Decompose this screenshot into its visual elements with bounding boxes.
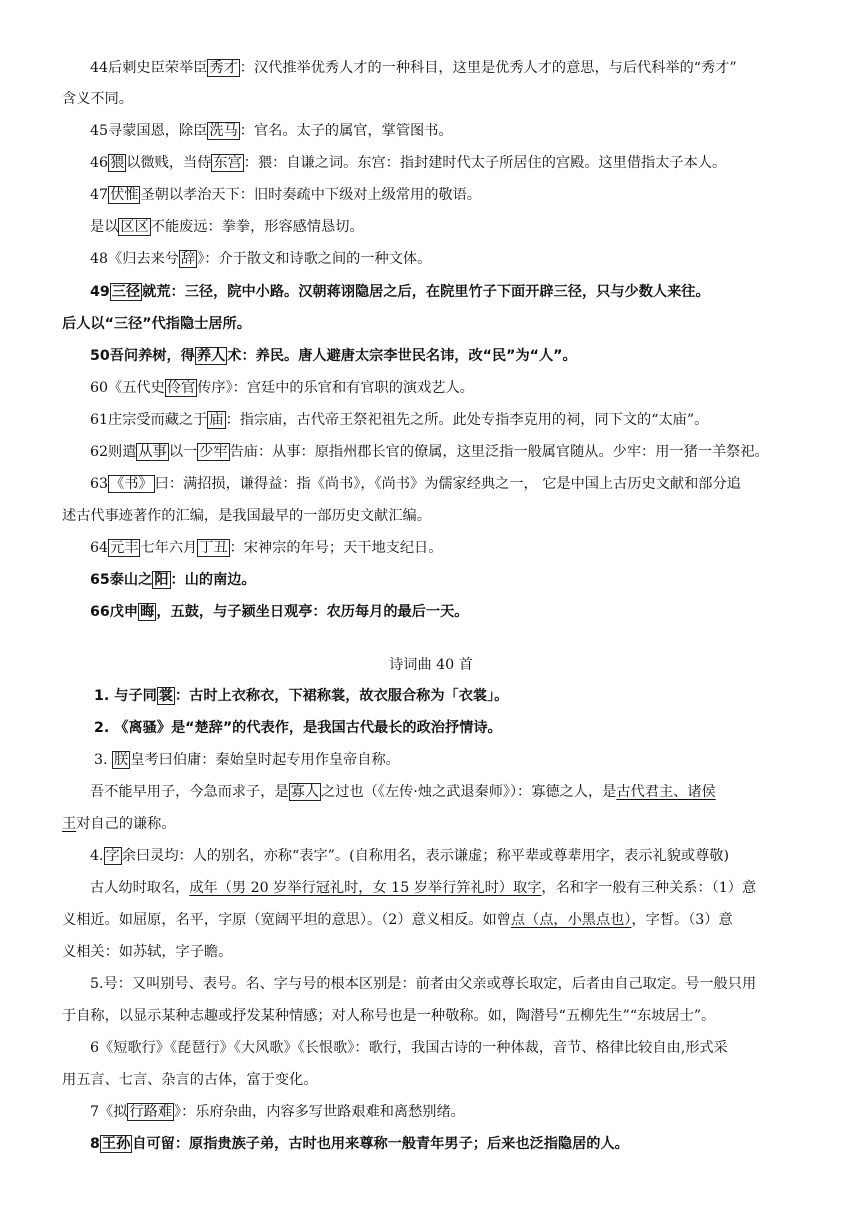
poem-note-6 <box>90 1038 728 1058</box>
note-49-cont <box>62 314 251 334</box>
text: ：猥：自谦之词。东宫：指封建时代太子所居住的宫殿。这里借指太子本人。 <box>243 155 727 171</box>
text: 64 <box>90 540 109 556</box>
underlined-text: 王 <box>62 816 77 832</box>
boxed-term: 庙 <box>209 412 224 428</box>
text: 62则遣 <box>90 444 137 460</box>
text: 50吾问养树，得 <box>90 348 195 364</box>
text: ，字皙。（3）意 <box>631 912 733 928</box>
text: 就荒：三径，院中小路。汉朝蒋诩隐居之后，在院里竹子下面开辟三径，只与少数人来往。 <box>142 284 710 300</box>
text: 》：介于散文和诗歌之间的一种文体。 <box>197 251 432 267</box>
note-66 <box>90 602 468 622</box>
poem-note-6-cont <box>62 1070 317 1090</box>
text: 以微贱，当侍 <box>126 155 212 171</box>
text: 1. 与子同 <box>94 688 157 704</box>
poem-note-7 <box>90 1102 465 1122</box>
text: 是以 <box>90 219 119 235</box>
note-63-cont <box>62 506 431 526</box>
text: 47 <box>90 187 109 203</box>
text: 对自己的谦称。 <box>76 816 176 832</box>
text: ：汉代推举优秀人才的一种科目，这里是优秀人才的意思，与后代科举的“秀才” <box>239 60 737 76</box>
note-65 <box>90 570 256 590</box>
section-heading <box>62 655 800 675</box>
text: ，五鼓，与子颍坐日观亭：农历每月的最后一天。 <box>156 604 469 620</box>
text: 余曰灵均：人的别名，亦称“表字”。(自称用名，表示谦虚；称平辈或尊辈用字，表示礼貌或尊敬) <box>121 848 730 864</box>
poem-note-1 <box>94 686 508 706</box>
note-61 <box>90 410 708 430</box>
boxed-term: 猥 <box>110 155 125 171</box>
text: 之过也（《左传·烛之武退秦师》）：寡德之人，是 <box>321 784 617 800</box>
poem-note-3 <box>94 750 400 770</box>
heading-text: 诗词曲 40 首 <box>389 657 473 673</box>
note-60 <box>90 378 474 398</box>
text: 48《归去来兮 <box>90 251 179 267</box>
text: 2. 《离骚》是“楚辞”的代表作，是我国古代最长的政治抒情诗。 <box>94 720 502 736</box>
boxed-term: 丁丑 <box>199 540 228 556</box>
boxed-term: 元丰 <box>110 540 139 556</box>
text: 义相近。如屈原，名平，字原（宽阔平坦的意思）。（2）意义相反。如曾 <box>62 912 511 928</box>
boxed-term: 少牢 <box>199 444 228 460</box>
boxed-term: 行路难 <box>129 1104 172 1120</box>
underlined-text: 古代君主、诸侯 <box>616 784 716 800</box>
text: ，名和字一般有三种关系：（1）意 <box>541 880 757 896</box>
text: 46 <box>90 155 109 171</box>
boxed-term: 《书》 <box>110 476 153 492</box>
text: 义相关：如苏轼，字子瞻。 <box>62 944 233 960</box>
text: 44后刺史臣荣举臣 <box>90 60 208 76</box>
text: 于自称，以显示某种志趣或抒发某种情感；对人称号也是一种敬称。如，陶潜号“五柳先生”“东坡居士”。 <box>62 1008 716 1024</box>
text: 不能废远：拳拳，形容感情恳切。 <box>150 219 364 235</box>
boxed-term: 东宫 <box>213 155 242 171</box>
text: 》：乐府杂曲，内容多写世路艰难和离愁别绪。 <box>173 1104 465 1120</box>
text: 皇考曰伯庸：秦始皇时起专用作皇帝自称。 <box>130 752 400 768</box>
text: 传序》：宫廷中的乐官和有官职的演戏艺人。 <box>197 380 474 396</box>
boxed-term: 阳 <box>154 572 169 588</box>
boxed-term: 晦 <box>140 604 155 620</box>
note-62 <box>90 442 769 462</box>
text: 63 <box>90 476 109 492</box>
text: 66戊申 <box>90 604 139 620</box>
text: 以一 <box>168 444 198 460</box>
poem-note-4d <box>62 942 232 962</box>
note-49 <box>90 282 710 302</box>
poem-note-4b <box>90 878 756 898</box>
text: 术：养民。唐人避唐太宗李世民名讳，改“民”为“人”。 <box>227 348 577 364</box>
note-63 <box>90 474 741 494</box>
poem-note-4c <box>62 910 733 930</box>
poem-note-5-cont <box>62 1006 715 1026</box>
text: 49 <box>90 284 110 300</box>
text: 吾不能早用子，今急而求子，是 <box>90 784 289 800</box>
poem-note-5 <box>90 974 756 994</box>
text: 含义不同。 <box>62 91 133 107</box>
text: 4. <box>90 848 104 864</box>
text: 61庄宗受而藏之于 <box>90 412 208 428</box>
poem-note-8 <box>90 1134 629 1154</box>
boxed-term: 伶官 <box>166 380 196 396</box>
poem-note-3b-cont <box>62 814 176 834</box>
boxed-term: 裳 <box>158 688 173 704</box>
note-44 <box>90 58 737 78</box>
text: 6《短歌行》《琵琶行》《大风歌》《长恨歌》：歌行，我国古诗的一种体裁，音节、格律比较自由,形式采 <box>90 1040 728 1056</box>
underlined-text: 成年（男 20 岁举行冠礼时，女 15 岁举行笄礼时）取字 <box>189 880 542 896</box>
text: 古人幼时取名， <box>90 880 190 896</box>
note-64 <box>90 538 442 558</box>
text: 用五言、七言、杂言的古体，富于变化。 <box>62 1072 318 1088</box>
text: 七年六月 <box>140 540 198 556</box>
note-44-cont <box>62 89 133 109</box>
text: ：指宗庙，古代帝王祭祀祖先之所。此处专指李克用的祠，同下文的“太庙”。 <box>225 412 709 428</box>
boxed-term: 洗马 <box>209 123 238 139</box>
text: 曰：满招损，谦得益：指《尚书》，《尚书》为儒家经典之一， 它是中国上古历史文献和部分追 <box>154 476 741 492</box>
text: 后人以“三径”代指隐士居所。 <box>62 316 251 332</box>
note-47 <box>90 185 481 205</box>
text: ：古时上衣称衣，下裙称裳，故衣服合称为「衣裳」。 <box>174 688 509 704</box>
boxed-term: 伏惟 <box>110 187 139 203</box>
text: 65泰山之 <box>90 572 153 588</box>
text: 述古代事迹著作的汇编，是我国最早的一部历史文献汇编。 <box>62 508 431 524</box>
poem-note-3b <box>90 782 716 802</box>
text: 圣朝以孝治天下：旧时奏疏中下级对上级常用的敬语。 <box>140 187 481 203</box>
boxed-term: 辞 <box>181 251 196 267</box>
boxed-term: 秀才 <box>209 60 238 76</box>
text: 告庙：从事：原指州郡长官的僚属，这里泛指一般属官随从。少牢：用一猪一羊祭祀。 <box>229 444 769 460</box>
text: 自可留：原指贵族子弟，古时也用来尊称一般青年男子；后来也泛指隐居的人。 <box>132 1136 629 1152</box>
boxed-term: 三径 <box>111 284 141 300</box>
text: 3. <box>94 752 113 768</box>
text: 5.号：又叫别号、表号。名、字与号的根本区别是：前者由父亲或尊长取定，后者由自己取定。号一般只用 <box>90 976 757 992</box>
note-46 <box>90 153 726 173</box>
text: 45寻蒙国恩，除臣 <box>90 123 208 139</box>
text: ：宋神宗的年号；天干地支纪日。 <box>229 540 443 556</box>
boxed-term: 区区 <box>120 219 149 235</box>
text: ：官名。太子的属官，掌管图书。 <box>239 123 453 139</box>
boxed-term: 养人 <box>196 348 226 364</box>
poem-note-2 <box>94 718 502 738</box>
underlined-text: 点（点，小黑点也） <box>510 912 632 928</box>
text: ：山的南边。 <box>170 572 256 588</box>
note-45 <box>90 121 453 141</box>
poem-note-4 <box>90 846 729 866</box>
note-48 <box>90 249 431 269</box>
boxed-term: 字 <box>105 848 120 864</box>
boxed-term: 王孙 <box>101 1136 131 1152</box>
note-47b <box>90 217 364 237</box>
text: 60《五代史 <box>90 380 165 396</box>
boxed-term: 朕 <box>114 752 129 768</box>
boxed-term: 寡人 <box>290 784 320 800</box>
text: 7《拟 <box>90 1104 128 1120</box>
boxed-term: 从事 <box>138 444 167 460</box>
text: 8 <box>90 1136 100 1152</box>
note-50 <box>90 346 577 366</box>
